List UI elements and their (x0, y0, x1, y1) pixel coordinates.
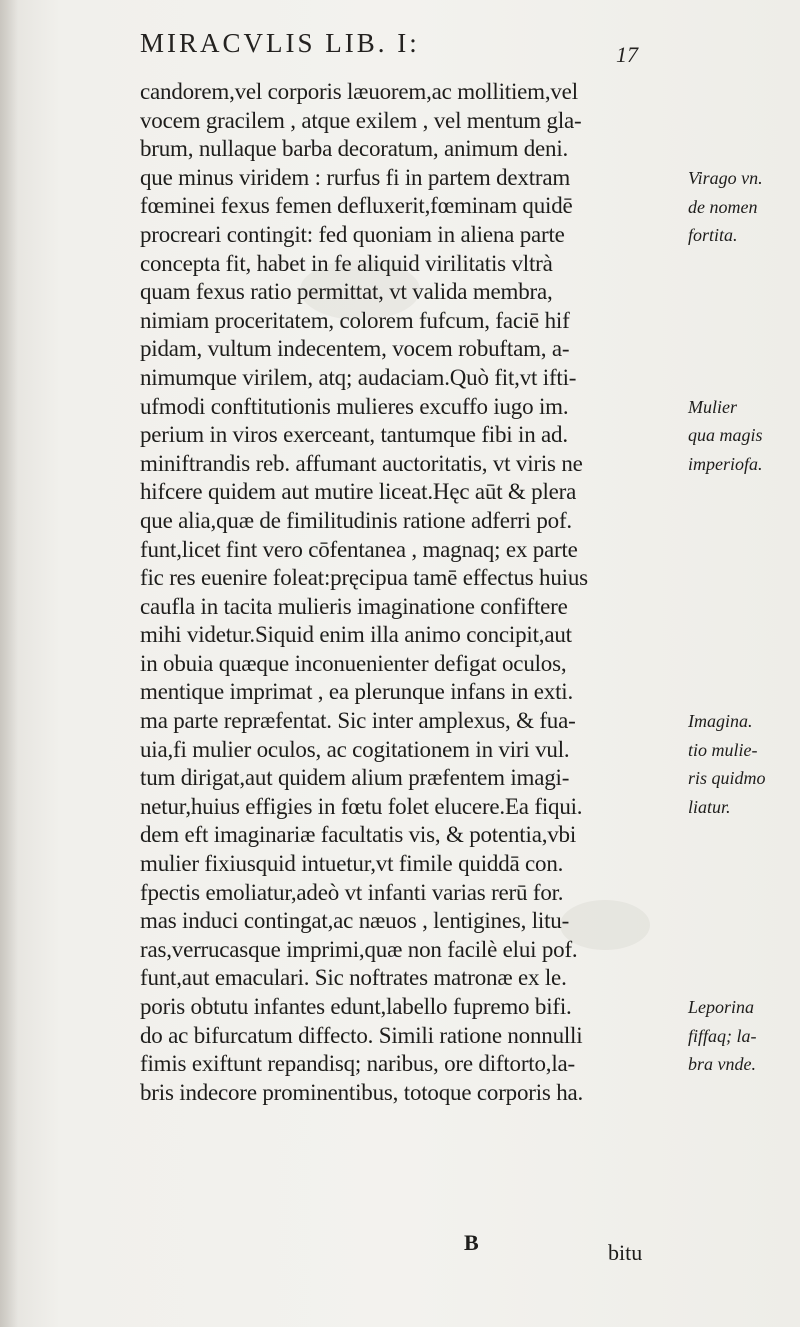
text-line: fœminei fexus femen defluxerit,fœminam quidē (140, 193, 573, 219)
text-line: ufmodi conftitutionis mulieres excuffo iugo im. (140, 393, 569, 419)
text-line: mas induci contingat,ac næuos , lentigines, litu- (140, 908, 570, 934)
body-text (140, 78, 766, 1107)
gutter-shadow (0, 0, 18, 1327)
text-line: mentique imprimat , ea plerunque infans in exti. (140, 679, 574, 705)
text-line: poris obtutu infantes edunt,labello fupremo bifi. (140, 994, 572, 1019)
text-line: miniftrandis reb. affumant auctoritatis, vt viris ne (140, 450, 583, 476)
text-line: caufla in tacita mulieris imaginatione confiftere (140, 593, 568, 619)
signature-mark: B (464, 1230, 479, 1255)
text-line: in obuia quæque inconuenienter defigat oculos, (140, 650, 567, 676)
text-line: ma parte repræfentat. Sic inter amplexus, & fua- (140, 708, 576, 734)
text-line: funt,licet fint vero cōfentanea , magnaq; ex parte (140, 536, 578, 562)
text-line: brum, nullaque barba decoratum, animum deni. (140, 136, 569, 162)
text-line: fpectis emoliatur,adeò vt infanti varias rerū for. (140, 879, 564, 905)
marginal-note: fortita. (688, 225, 738, 245)
text-line: mulier fixiusquid intuetur,vt fimile quiddā con. (140, 851, 564, 877)
page-header (140, 28, 660, 68)
text-line: uia,fi mulier oculos, ac cogitationem in viri vul. (140, 736, 570, 762)
text-line: quam fexus ratio permittat, vt valida membra, (140, 279, 553, 305)
text-line: que alia,quæ de fimilitudinis ratione adferri pof. (140, 507, 572, 533)
text-line: hifcere quidem aut mutire liceat.Hęc aūt & plera (140, 479, 577, 505)
text-line: ras,verrucasque imprimi,quæ non facilè elui pof. (140, 936, 578, 962)
marginal-note: Leporina (688, 997, 755, 1017)
text-line: perium in viros exerceant, tantumque fibi in ad. (140, 422, 568, 448)
text-line: fic res euenire foleat:pręcipua tamē effectus huius (140, 565, 588, 591)
marginal-note: tio mulie- (688, 740, 758, 760)
running-head: MIRACVLIS LIB. I: (140, 28, 420, 58)
marginal-note: Imagina. (688, 711, 753, 731)
text-line: nimumque virilem, atq; audaciam.Quò fit,vt ifti- (140, 364, 577, 390)
marginal-note: qua magis (688, 425, 763, 445)
marginal-note: imperiofa. (688, 454, 763, 474)
text-line: vocem gracilem , atque exilem , vel mentum gla- (140, 107, 582, 133)
marginal-note: fiffaq; la- (688, 1026, 757, 1046)
text-line: funt,aut emaculari. Sic noftrates matronæ ex le. (140, 965, 567, 991)
marginal-note: de nomen (688, 197, 758, 217)
marginal-note: bra vnde. (688, 1054, 756, 1074)
text-line: tum dirigat,aut quidem alium præfentem imagi- (140, 765, 570, 791)
text-line: netur,huius effigies in fœtu folet elucere.Ea fiqui. (140, 793, 583, 819)
marginal-note: ris quidmo (688, 768, 766, 788)
text-line: bris indecore prominentibus, totoque corporis ha. (140, 1079, 584, 1105)
marginal-note: Virago vn. (688, 168, 763, 188)
text-line: que minus viridem : rurfus fi in partem dextram (140, 164, 571, 190)
text-line: dem eft imaginariæ facultatis vis, & potentia,vbi (140, 822, 577, 848)
text-line: fimis exiftunt repandisq; naribus, ore diftorto,la- (140, 1051, 575, 1077)
text-line: procreari contingit: fed quoniam in aliena parte (140, 221, 565, 247)
catchword: bitu (608, 1240, 643, 1265)
marginal-note: liatur. (688, 797, 731, 817)
text-line: pidam, vultum indecentem, vocem robuftam, a- (140, 336, 570, 362)
text-line: mihi videtur.Siquid enim illa animo concipit,aut (140, 622, 572, 648)
marginal-note: Mulier (688, 397, 737, 417)
text-line: concepta fit, habet in fe aliquid virilitatis vltrà (140, 250, 553, 276)
text-line: do ac bifurcatum diffecto. Simili ratione nonnulli (140, 1022, 583, 1048)
text-line: candorem,vel corporis læuorem,ac mollitiem,vel (140, 79, 578, 104)
text-line: nimiam proceritatem, colorem fufcum, faciē hif (140, 307, 570, 333)
page-number: 17 (616, 42, 638, 67)
